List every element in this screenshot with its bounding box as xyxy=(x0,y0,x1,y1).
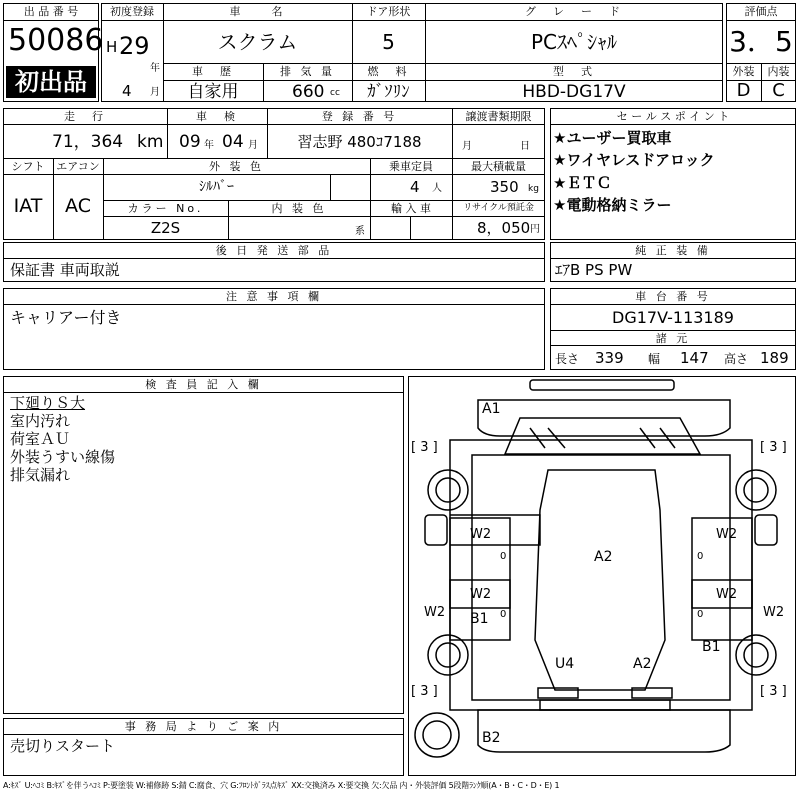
score-label: 評価点 xyxy=(744,5,778,18)
sales-point-4: ★電動格納ミラー xyxy=(553,196,672,214)
equipment-value: ｴｱB PS PW xyxy=(555,261,633,279)
era: H xyxy=(106,38,118,56)
shift-label: シフト xyxy=(11,160,45,173)
sales-point-3: ★ＥＴＣ xyxy=(553,174,612,192)
model-label: 型 式 xyxy=(553,65,595,78)
mark-rear-left: U4 xyxy=(555,656,575,672)
load-unit: kg xyxy=(528,184,539,194)
mileage-label: 走 行 xyxy=(64,110,106,123)
damage-diagram-box xyxy=(408,376,796,776)
month-unit: 月 xyxy=(150,87,160,98)
mark-left-side: W2 xyxy=(424,605,446,620)
office-label: 事 務 局 よ り ご 案 内 xyxy=(124,720,283,733)
legend: A:ｷｽﾞ U:ﾍｺﾐ B:ｷｽﾞを伴うﾍｺﾐ P:要塗装 W:補修跡 S:錆 C:腐食、穴 G:ﾌﾛﾝﾄｶﾞﾗｽ点ｷｽﾞ XX:交換済み X:要交換 欠:欠品 内・外装評価 5段階ﾗﾝｸ順(A・B・C・D・E) 1 xyxy=(3,781,560,790)
grade-label: グ レ ー ド xyxy=(525,5,623,18)
chassis-label: 車 台 番 号 xyxy=(635,290,711,303)
fuel: ｶﾞｿﾘﾝ xyxy=(367,82,410,102)
first-reg-label: 初度登録 xyxy=(110,5,154,18)
ext-grade: D xyxy=(736,80,751,101)
ext-color-label: 外 装 色 xyxy=(209,160,264,173)
color-no: Z2S xyxy=(150,219,181,237)
inspection-year: 09 xyxy=(179,132,201,152)
ext-grade-label: 外装 xyxy=(732,65,755,78)
displacement-label: 排 気 量 xyxy=(280,65,335,78)
mark-rear-right: A2 xyxy=(633,656,652,672)
mileage-unit: km xyxy=(137,132,164,152)
ac: AC xyxy=(65,195,91,217)
year-unit: 年 xyxy=(150,63,160,74)
length: 339 xyxy=(595,349,624,367)
parts-value: 保証書 車両取説 xyxy=(10,261,120,279)
inspector-line-3: 荷室ＡＵ xyxy=(10,430,71,448)
tire-depth-rl: [ 3 ] xyxy=(411,684,438,699)
inspector-line-4: 外装うすい線傷 xyxy=(10,448,116,466)
model: HBD-DG17V xyxy=(522,82,626,102)
transfer-label: 譲渡書類期限 xyxy=(465,110,532,123)
equipment-label: 純 正 装 備 xyxy=(635,244,711,257)
int-color-label: 内 装 色 xyxy=(271,202,327,215)
sales-point-2: ★ワイヤレスドアロック xyxy=(553,151,715,169)
mark-front-right-door: W2 xyxy=(716,527,738,542)
tire-depth-rr: [ 3 ] xyxy=(760,684,787,699)
car-name-label: 車 名 xyxy=(229,5,286,18)
office-value: 売切りスタート xyxy=(10,737,116,755)
inspection-year-unit: 年 xyxy=(204,140,214,151)
lot-number: 50086 xyxy=(8,23,104,58)
recycle-fee: 8，050 xyxy=(477,219,531,237)
tire-depth-fr: [ 3 ] xyxy=(760,440,787,455)
parts-label: 後 日 発 送 部 品 xyxy=(215,244,333,257)
door-label: ドア形状 xyxy=(366,5,411,18)
lot-number-label: 出 品 番 号 xyxy=(23,5,79,18)
inspector-label: 検 査 員 記 入 欄 xyxy=(145,378,262,391)
reg-no-label: 登 録 番 号 xyxy=(321,110,398,123)
mark-right-side: W2 xyxy=(763,605,785,620)
history: 自家用 xyxy=(187,82,239,102)
inspection-label: 車 検 xyxy=(196,110,238,123)
ext-color: ｼﾙﾊﾞｰ xyxy=(199,179,234,195)
notes-value: キャリアー付き xyxy=(10,308,122,327)
mark-rear-right-door: W2 xyxy=(716,587,738,602)
transfer-day: 日 xyxy=(520,141,530,152)
mark-front-left-door: W2 xyxy=(470,527,492,542)
zero-mark-3: 0 xyxy=(500,609,507,620)
fuel-label: 燃 料 xyxy=(367,65,410,78)
load-label: 最大積載量 xyxy=(471,160,526,173)
import-label: 輸 入 車 xyxy=(391,202,431,215)
capacity: 4 xyxy=(410,178,420,196)
doors: 5 xyxy=(382,30,395,54)
shift: IAT xyxy=(13,195,43,217)
mark-left-rear-panel: B1 xyxy=(470,611,489,627)
transfer-month: 月 xyxy=(462,141,472,152)
tire-depth-fl: [ 3 ] xyxy=(411,440,438,455)
width: 147 xyxy=(680,349,709,367)
mark-rear-bumper: B2 xyxy=(482,730,501,746)
int-grade-label: 内装 xyxy=(767,65,790,78)
displacement-unit: cc xyxy=(330,88,340,98)
chassis-number: DG17V-113189 xyxy=(612,308,734,327)
reg-no: 習志野 480ｺ7188 xyxy=(297,133,422,151)
capacity-unit: 人 xyxy=(432,183,442,194)
recycle-label: リサイクル預託金 xyxy=(463,203,534,213)
capacity-label: 乗車定員 xyxy=(389,160,433,173)
mark-right-rear-panel: B1 xyxy=(702,639,721,655)
load: 350 xyxy=(490,178,519,196)
inspection-month-unit: 月 xyxy=(248,140,258,151)
mark-roof: A2 xyxy=(594,549,613,565)
int-grade: C xyxy=(772,80,785,101)
inspector-line-1: 下廻りＳ大 xyxy=(10,394,86,412)
color-no-label: カラー No. xyxy=(127,202,204,215)
zero-mark-2: 0 xyxy=(697,551,704,562)
sales-point-1: ★ユーザー買取車 xyxy=(553,129,672,147)
length-label: 長さ xyxy=(555,352,580,366)
first-reg-year: 29 xyxy=(119,32,150,60)
dims-label: 諸 元 xyxy=(655,332,691,345)
height: 189 xyxy=(760,349,789,367)
sales-points-label: セ ー ル ス ポ イ ン ト xyxy=(616,110,730,123)
height-label: 高さ xyxy=(724,352,749,366)
width-label: 幅 xyxy=(648,352,661,366)
zero-mark-1: 0 xyxy=(500,551,507,562)
mileage: 71，364 xyxy=(52,132,124,152)
displacement: 660 xyxy=(292,82,325,102)
mark-front-bumper: A1 xyxy=(482,401,501,417)
score: 3．5 xyxy=(729,25,793,58)
recycle-unit: 円 xyxy=(530,224,540,235)
first-reg-month: 4 xyxy=(122,82,132,100)
first-listing-text: 初出品 xyxy=(15,68,87,96)
ac-label: エアコン xyxy=(56,160,100,173)
car-name: スクラム xyxy=(217,30,298,54)
inspector-line-2: 室内汚れ xyxy=(10,412,71,430)
int-color-unit: 系 xyxy=(355,226,365,237)
inspection-month: 04 xyxy=(222,132,244,152)
history-label: 車 歴 xyxy=(192,65,234,78)
grade: PCｽﾍﾟｼｬﾙ xyxy=(530,30,618,54)
inspector-line-5: 排気漏れ xyxy=(10,466,71,484)
notes-label: 注 意 事 項 欄 xyxy=(226,290,322,303)
mark-rear-left-door: W2 xyxy=(470,587,492,602)
zero-mark-4: 0 xyxy=(697,609,704,620)
